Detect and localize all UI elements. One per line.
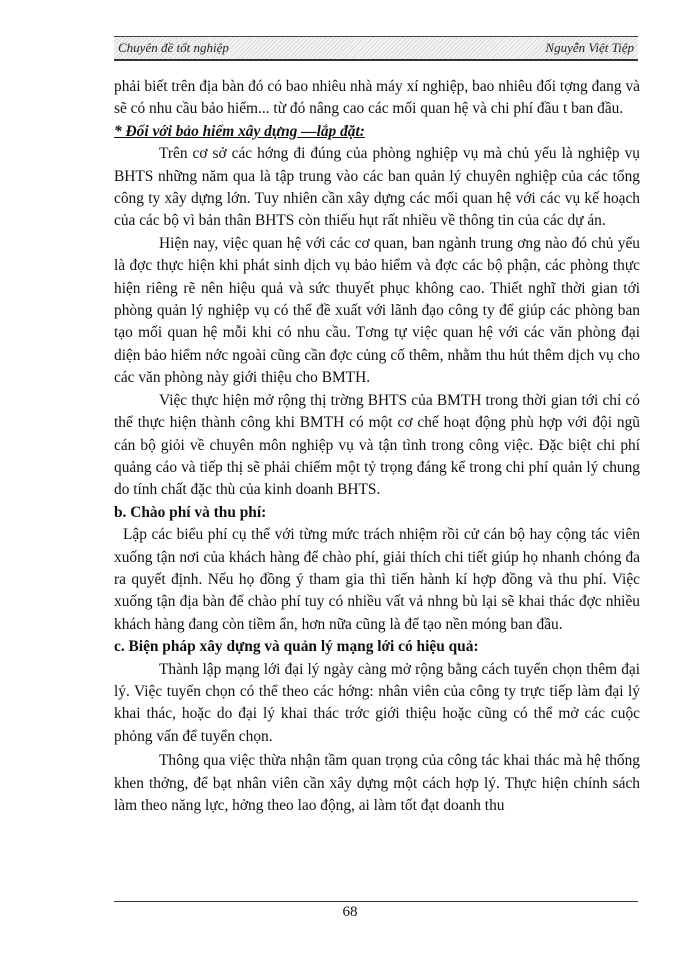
page-header — [114, 36, 638, 61]
document-body — [114, 76, 640, 817]
paragraph-network-1: Thành lập mạng lới đại lý ngày càng mở rộng bằng cách tuyển chọn thêm đại lý. Việc tuyển chọn có thể theo các hớng: nhân viên của công ty trực tiếp làm đại lý khai thác, hoặc do đại lý khai thác trớc giới thiệu hoặc cũng có thể mở các cuộc phỏng vấn để tuyển chọn. — [114, 660, 640, 745]
paragraph-network-2: Thông qua việc thừa nhận tầm quan trọng của công tác khai thác mà hệ thống khen thởng, để bạt nhân viên cần xây dựng một cách hợp lý. Thực hiện chính sách làm theo năng lực, hởng theo lao động, ai làm tốt đạt doanh thu — [114, 752, 640, 814]
page-number: 68 — [342, 904, 358, 920]
section-heading-b: b. Chào phí và thu phí: — [114, 503, 267, 521]
paragraph-construction-3: Việc thực hiện mở rộng thị trờng BHTS của BMTH trong thời gian tới chỉ có thể thực hiện thành công khi BMTH có một cơ chế hoạt động phù hợp với đội ngũ cán bộ giỏi về chuyên môn nghiệp vụ và tận tình trong công việc. Đặc biệt chi phí quảng cáo và tiếp thị sẽ phải chiếm một tỷ trọng đáng kể trong chi phí quản lý chung do tính chất đặc thù của kinh doanh BHTS. — [114, 391, 640, 499]
paragraph-construction-2: Hiện nay, việc quan hệ với các cơ quan, ban ngành trung ơng nào đó chủ yếu là đợc thực hiện khi phát sinh dịch vụ bảo hiểm và đợc các bộ phận, các phòng thực hiện riêng rẽ nên hiệu quả và sức thuyết phục không cao. Thiết nghĩ thời gian tới phòng quản lý nghiệp vụ có thể đề xuất với lãnh đạo công ty để giúp các phòng ban tạo mối quan hệ mỗi khi có nhu cầu. Tơng tự việc quan hệ với các văn phòng đại diện bảo hiểm nớc ngoài cũng cần đợc củng cố thêm, nhằm thu hút thêm dịch vụ cho các văn phòng này giới thiệu cho BMTH. — [114, 234, 640, 387]
paragraph-intro: phải biết trên địa bàn đó có bao nhiêu nhà máy xí nghiệp, bao nhiêu đối tợng đang và sẽ có nhu cầu bảo hiểm... từ đó nâng cao các mối quan hệ và chi phí đầu t ban đầu. — [114, 78, 640, 118]
header-author-name: Nguyễn Việt Tiệp — [545, 40, 634, 55]
section-heading-c: c. Biện pháp xây dựng và quản lý mạng lới có hiệu quả: — [114, 638, 479, 656]
section-heading-construction-insurance: * Đối với bảo hiểm xây dựng —lắp đặt: — [114, 122, 365, 140]
header-document-title: Chuyên đề tốt nghiệp — [118, 40, 229, 55]
paragraph-fees: Lập các biểu phí cụ thể với từng mức trách nhiệm rồi cử cán bộ hay cộng tác viên xuống tận nơi của khách hàng để chào phí, giải thích chi tiết giúp họ nhanh chóng đa ra quyết định. Nếu họ đồng ý tham gia thì tiến hành kí hợp đồng và thu phí. Việc xuống tận địa bàn để chào phí tuy có nhiều vất vả nhng bù lại sẽ khai thác đợc nhiều khách hàng đang còn tiềm ẩn, hơn nữa cũng là để tạo nền móng ban đầu. — [114, 526, 640, 633]
paragraph-construction-1: Trên cơ sở các hớng đi đúng của phòng nghiệp vụ mà chủ yếu là nghiệp vụ BHTS những năm qua là tập trung vào các ban quản lý chuyên nghiệp của các tổng công ty xây dựng lớn. Tuy nhiên cần xây dựng các mối quan hệ với các vụ kế hoạch của các bộ vì bản thân BHTS còn thiếu hụt rất nhiều về thông tin của các dự án. — [114, 145, 640, 230]
footer-divider — [114, 901, 638, 902]
